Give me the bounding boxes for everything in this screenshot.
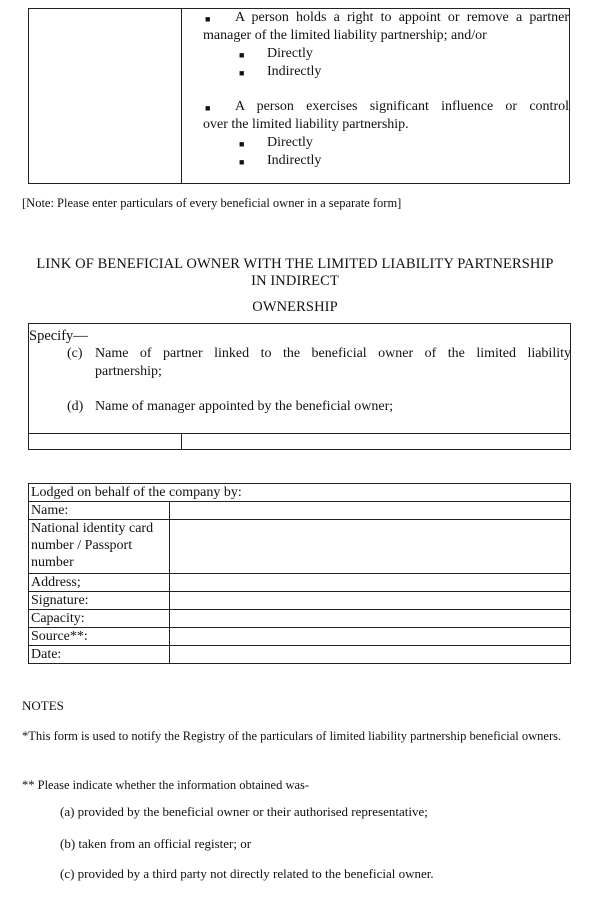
partner-name-prompt: partnership; [95, 364, 162, 379]
list-item: (c) provided by a third party not directly related to the beneficial owner. [60, 866, 434, 881]
sub-item: Indirectly [267, 64, 322, 79]
name-field[interactable] [170, 502, 571, 520]
separate-form-note: [Note: Please enter particulars of every beneficial owner in a separate form] [22, 196, 402, 210]
signature-field[interactable] [170, 592, 571, 610]
id-number-field[interactable] [170, 520, 571, 574]
specify-label: Specify— [29, 328, 88, 344]
lodged-table [28, 483, 571, 664]
square-bullet-icon: ■ [205, 103, 211, 113]
specify-table [28, 323, 571, 450]
partner-name-prompt: Name of partner linked to the beneficial owner of the limited liability [95, 346, 571, 361]
bullet-text: manager of the limited liability partnership; and/or [203, 28, 487, 43]
table-row [29, 592, 571, 610]
capacity-field[interactable] [170, 610, 571, 628]
square-bullet-icon: ■ [239, 50, 245, 60]
table-row [29, 646, 571, 664]
notes-paragraph: *This form is used to notify the Registry of the particulars of limited liability partnership beneficial owners. [22, 729, 562, 743]
criteria-table [28, 8, 570, 184]
section-heading: LINK OF BENEFICIAL OWNER WITH THE LIMITED LIABILITY PARTNERSHIP [36, 256, 554, 272]
notes-paragraph: ** Please indicate whether the information obtained was- [22, 778, 310, 792]
list-item: (b) taken from an official register; or [60, 836, 252, 851]
field-label: Signature: [29, 592, 170, 610]
item-marker: (c) [67, 346, 83, 361]
field-label: National identity card number / Passport number [29, 520, 170, 574]
bullet-text: A person exercises significant influence or control [235, 99, 569, 114]
table-row [29, 520, 571, 574]
square-bullet-icon: ■ [239, 157, 245, 167]
sub-item: Directly [267, 135, 313, 150]
sub-item: Directly [267, 46, 313, 61]
table-divider [29, 433, 570, 434]
bullet-text: over the limited liability partnership. [203, 117, 409, 132]
address-field[interactable] [170, 574, 571, 592]
notes-title: NOTES [22, 698, 64, 713]
table-divider [181, 433, 182, 449]
square-bullet-icon: ■ [205, 14, 211, 24]
section-heading: IN INDIRECT [251, 273, 339, 289]
table-row [29, 610, 571, 628]
lodged-header: Lodged on behalf of the company by: [29, 484, 571, 502]
table-row [29, 628, 571, 646]
field-label: Date: [29, 646, 170, 664]
field-label: Name: [29, 502, 170, 520]
table-row [29, 484, 571, 502]
date-field[interactable] [170, 646, 571, 664]
field-label: Capacity: [29, 610, 170, 628]
field-label: Source**: [29, 628, 170, 646]
sub-item: Indirectly [267, 153, 322, 168]
section-subheading: OWNERSHIP [252, 299, 338, 315]
square-bullet-icon: ■ [239, 139, 245, 149]
field-label: Address; [29, 574, 170, 592]
table-divider [181, 9, 182, 183]
table-row [29, 502, 571, 520]
manager-name-prompt: Name of manager appointed by the beneficial owner; [95, 399, 394, 414]
table-row [29, 574, 571, 592]
list-item: (a) provided by the beneficial owner or their authorised representative; [60, 804, 428, 819]
square-bullet-icon: ■ [239, 68, 245, 78]
source-field[interactable] [170, 628, 571, 646]
item-marker: (d) [67, 399, 84, 414]
bullet-text: A person holds a right to appoint or remove a partner [235, 10, 569, 25]
